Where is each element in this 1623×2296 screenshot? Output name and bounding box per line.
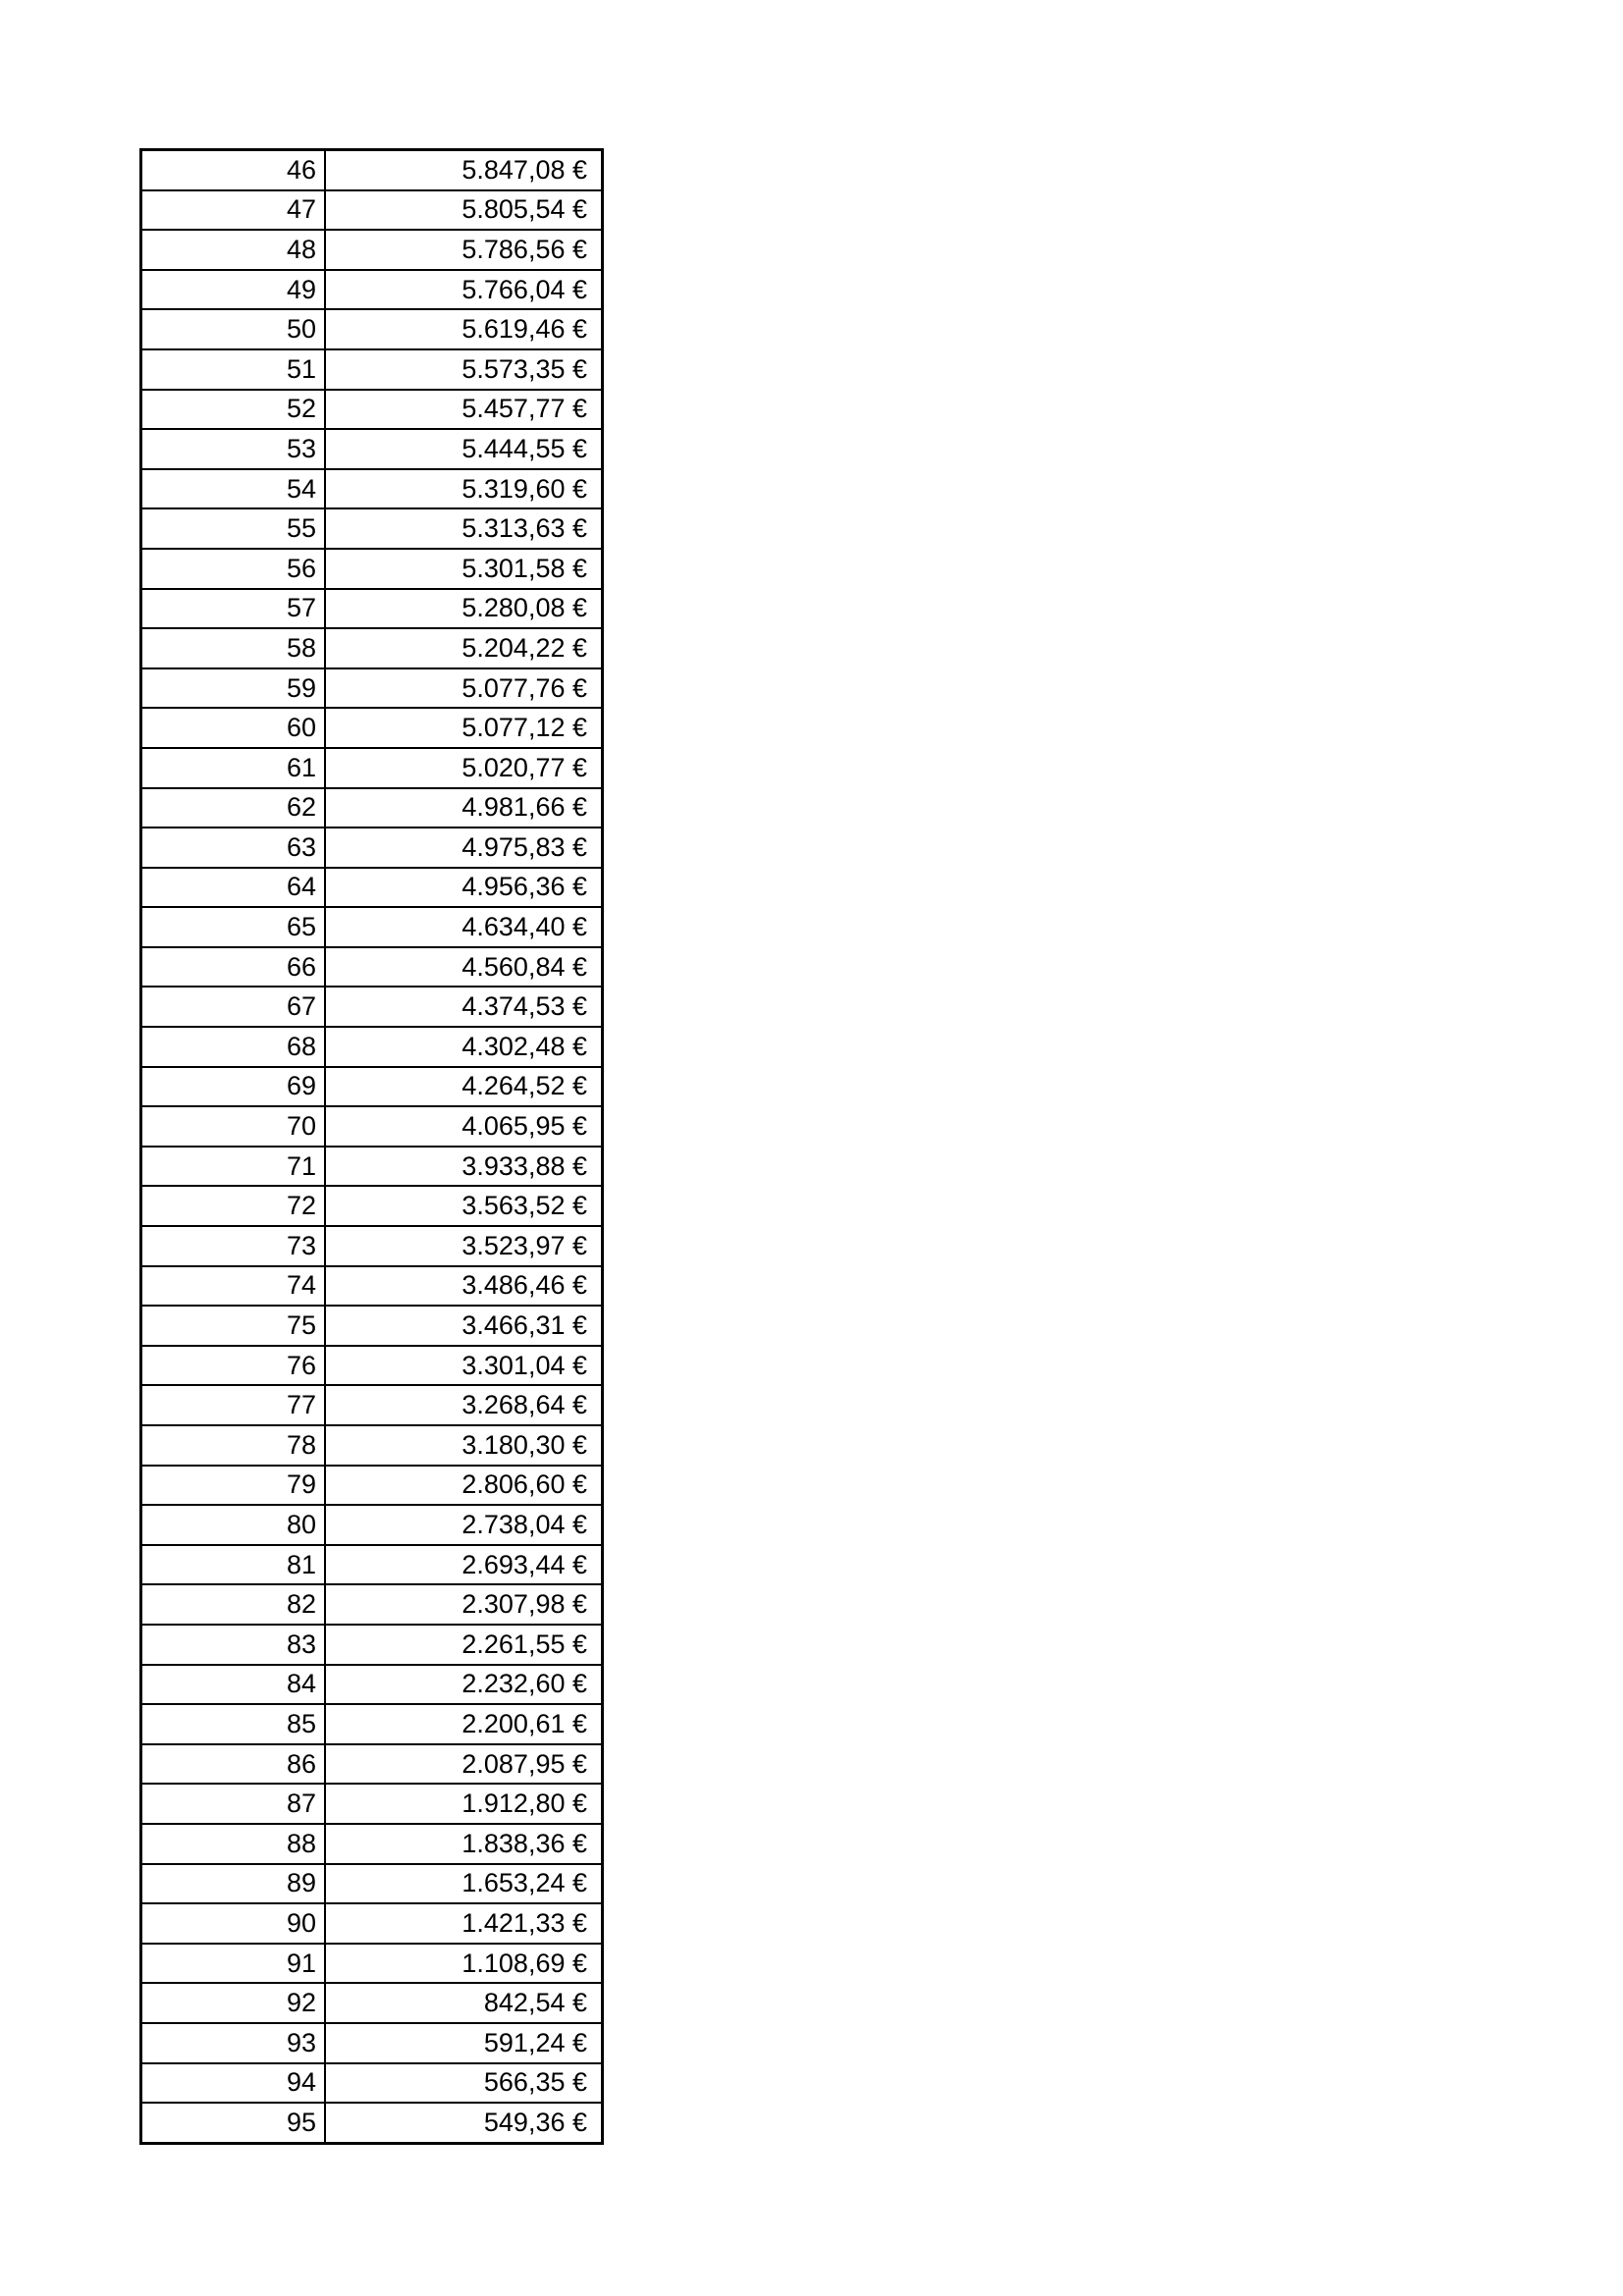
- rank-cell: 82: [141, 1584, 326, 1625]
- table-row: [141, 788, 603, 828]
- rank-cell: 70: [141, 1106, 326, 1147]
- amount-cell: 566,35 €: [325, 2063, 603, 2104]
- amount-cell: 5.020,77 €: [325, 748, 603, 788]
- rank-cell: 86: [141, 1744, 326, 1785]
- table-row: [141, 1106, 603, 1147]
- ranking-table-body: [141, 150, 603, 2144]
- amount-cell: 5.280,08 €: [325, 589, 603, 629]
- table-row: [141, 1466, 603, 1506]
- rank-cell: 83: [141, 1625, 326, 1665]
- rank-cell: 72: [141, 1186, 326, 1226]
- amount-cell: 4.374,53 €: [325, 987, 603, 1027]
- rank-cell: 59: [141, 668, 326, 709]
- amount-cell: 3.180,30 €: [325, 1425, 603, 1466]
- amount-cell: 5.805,54 €: [325, 190, 603, 231]
- rank-cell: 91: [141, 1944, 326, 1984]
- table-row: [141, 1784, 603, 1824]
- rank-cell: 68: [141, 1027, 326, 1067]
- rank-cell: 80: [141, 1505, 326, 1545]
- rank-cell: 47: [141, 190, 326, 231]
- table-row: [141, 508, 603, 549]
- table-row: [141, 349, 603, 390]
- amount-cell: 2.738,04 €: [325, 1505, 603, 1545]
- amount-cell: 3.268,64 €: [325, 1385, 603, 1425]
- amount-cell: 3.563,52 €: [325, 1186, 603, 1226]
- table-row: [141, 429, 603, 469]
- table-row: [141, 828, 603, 868]
- rank-cell: 48: [141, 230, 326, 270]
- table-row: [141, 1385, 603, 1425]
- rank-cell: 85: [141, 1704, 326, 1744]
- table-row: [141, 589, 603, 629]
- amount-cell: 5.204,22 €: [325, 628, 603, 668]
- table-row: [141, 1346, 603, 1386]
- table-row: [141, 1944, 603, 1984]
- amount-cell: 1.912,80 €: [325, 1784, 603, 1824]
- table-row: [141, 1864, 603, 1904]
- amount-cell: 5.457,77 €: [325, 390, 603, 430]
- rank-cell: 92: [141, 1983, 326, 2023]
- amount-cell: 5.786,56 €: [325, 230, 603, 270]
- table-row: [141, 1545, 603, 1585]
- rank-cell: 56: [141, 549, 326, 589]
- rank-cell: 77: [141, 1385, 326, 1425]
- rank-cell: 60: [141, 708, 326, 748]
- amount-cell: 5.077,12 €: [325, 708, 603, 748]
- rank-cell: 84: [141, 1665, 326, 1705]
- amount-cell: 5.444,55 €: [325, 429, 603, 469]
- table-row: [141, 1983, 603, 2023]
- rank-cell: 62: [141, 788, 326, 828]
- amount-cell: 2.200,61 €: [325, 1704, 603, 1744]
- table-row: [141, 907, 603, 947]
- amount-cell: 5.319,60 €: [325, 469, 603, 509]
- rank-cell: 64: [141, 868, 326, 908]
- rank-cell: 50: [141, 309, 326, 349]
- rank-cell: 79: [141, 1466, 326, 1506]
- amount-cell: 3.301,04 €: [325, 1346, 603, 1386]
- rank-cell: 58: [141, 628, 326, 668]
- rank-cell: 54: [141, 469, 326, 509]
- table-row: [141, 1704, 603, 1744]
- rank-cell: 94: [141, 2063, 326, 2104]
- table-row: [141, 1306, 603, 1346]
- amount-cell: 5.573,35 €: [325, 349, 603, 390]
- table-row: [141, 748, 603, 788]
- rank-cell: 53: [141, 429, 326, 469]
- table-row: [141, 390, 603, 430]
- rank-cell: 65: [141, 907, 326, 947]
- rank-cell: 51: [141, 349, 326, 390]
- amount-cell: 4.302,48 €: [325, 1027, 603, 1067]
- amount-cell: 1.108,69 €: [325, 1944, 603, 1984]
- amount-cell: 4.264,52 €: [325, 1067, 603, 1107]
- rank-cell: 93: [141, 2023, 326, 2063]
- table-row: [141, 549, 603, 589]
- amount-cell: 5.077,76 €: [325, 668, 603, 709]
- ranking-table: [139, 148, 604, 2145]
- table-row: [141, 668, 603, 709]
- rank-cell: 63: [141, 828, 326, 868]
- rank-cell: 88: [141, 1824, 326, 1864]
- amount-cell: 5.847,08 €: [325, 150, 603, 190]
- amount-cell: 5.301,58 €: [325, 549, 603, 589]
- amount-cell: 3.933,88 €: [325, 1147, 603, 1187]
- rank-cell: 90: [141, 1903, 326, 1944]
- rank-cell: 78: [141, 1425, 326, 1466]
- rank-cell: 76: [141, 1346, 326, 1386]
- table-row: [141, 868, 603, 908]
- table-row: [141, 1147, 603, 1187]
- table-row: [141, 1505, 603, 1545]
- amount-cell: 4.975,83 €: [325, 828, 603, 868]
- rank-cell: 69: [141, 1067, 326, 1107]
- table-row: [141, 190, 603, 231]
- rank-cell: 73: [141, 1226, 326, 1266]
- rank-cell: 61: [141, 748, 326, 788]
- table-row: [141, 708, 603, 748]
- table-row: [141, 947, 603, 988]
- rank-cell: 71: [141, 1147, 326, 1187]
- amount-cell: 1.653,24 €: [325, 1864, 603, 1904]
- rank-cell: 74: [141, 1266, 326, 1307]
- amount-cell: 4.956,36 €: [325, 868, 603, 908]
- table-row: [141, 628, 603, 668]
- amount-cell: 4.634,40 €: [325, 907, 603, 947]
- table-row: [141, 1584, 603, 1625]
- table-row: [141, 1665, 603, 1705]
- amount-cell: 2.261,55 €: [325, 1625, 603, 1665]
- amount-cell: 2.806,60 €: [325, 1466, 603, 1506]
- table-row: [141, 2023, 603, 2063]
- amount-cell: 3.466,31 €: [325, 1306, 603, 1346]
- rank-cell: 52: [141, 390, 326, 430]
- amount-cell: 591,24 €: [325, 2023, 603, 2063]
- table-row: [141, 1744, 603, 1785]
- amount-cell: 4.065,95 €: [325, 1106, 603, 1147]
- table-row: [141, 1425, 603, 1466]
- table-row: [141, 1226, 603, 1266]
- table-row: [141, 1266, 603, 1307]
- amount-cell: 3.523,97 €: [325, 1226, 603, 1266]
- table-row: [141, 1027, 603, 1067]
- rank-cell: 57: [141, 589, 326, 629]
- table-row: [141, 230, 603, 270]
- rank-cell: 46: [141, 150, 326, 190]
- table-row: [141, 1824, 603, 1864]
- rank-cell: 89: [141, 1864, 326, 1904]
- table-row: [141, 2063, 603, 2104]
- table-row: [141, 150, 603, 190]
- amount-cell: 5.619,46 €: [325, 309, 603, 349]
- table-row: [141, 469, 603, 509]
- amount-cell: 4.981,66 €: [325, 788, 603, 828]
- rank-cell: 87: [141, 1784, 326, 1824]
- table-row: [141, 309, 603, 349]
- table-row: [141, 1186, 603, 1226]
- amount-cell: 2.087,95 €: [325, 1744, 603, 1785]
- table-row: [141, 2103, 603, 2143]
- rank-cell: 67: [141, 987, 326, 1027]
- amount-cell: 549,36 €: [325, 2103, 603, 2143]
- table-row: [141, 1903, 603, 1944]
- amount-cell: 3.486,46 €: [325, 1266, 603, 1307]
- amount-cell: 5.766,04 €: [325, 270, 603, 310]
- amount-cell: 1.838,36 €: [325, 1824, 603, 1864]
- amount-cell: 4.560,84 €: [325, 947, 603, 988]
- amount-cell: 2.307,98 €: [325, 1584, 603, 1625]
- table-row: [141, 1067, 603, 1107]
- amount-cell: 1.421,33 €: [325, 1903, 603, 1944]
- table-row: [141, 270, 603, 310]
- amount-cell: 5.313,63 €: [325, 508, 603, 549]
- table-row: [141, 1625, 603, 1665]
- amount-cell: 2.232,60 €: [325, 1665, 603, 1705]
- rank-cell: 55: [141, 508, 326, 549]
- rank-cell: 49: [141, 270, 326, 310]
- rank-cell: 66: [141, 947, 326, 988]
- amount-cell: 2.693,44 €: [325, 1545, 603, 1585]
- rank-cell: 95: [141, 2103, 326, 2143]
- rank-cell: 75: [141, 1306, 326, 1346]
- table-row: [141, 987, 603, 1027]
- amount-cell: 842,54 €: [325, 1983, 603, 2023]
- rank-cell: 81: [141, 1545, 326, 1585]
